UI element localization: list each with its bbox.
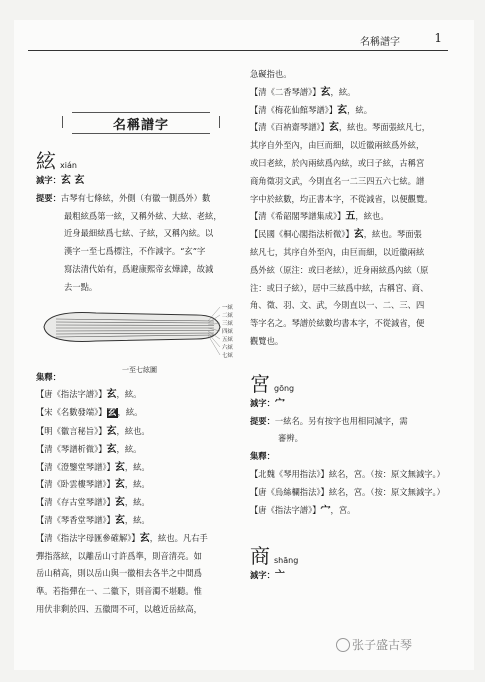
spacer (250, 351, 450, 373)
entry-head-shang (250, 545, 450, 567)
qin-illustration (36, 297, 243, 359)
jianzi-glyph: 玄 (114, 514, 125, 526)
citation-text: ，絃也。琴面張 (363, 229, 422, 240)
citation-source: 【清《希韶閣琴譜集成》】 (250, 211, 346, 222)
tiyao-text: 最粗絃爲第一絃，又稱外絃、大絃、老絃， (64, 210, 222, 221)
string-label: 一絃 (222, 304, 234, 311)
spacer (250, 519, 450, 545)
citation-text: 或曰老絃，於內兩絃爲內絃，或曰子絃，古稱宮 (250, 157, 425, 168)
citation-row (36, 476, 243, 494)
citation-row (250, 208, 450, 226)
string-label: 七絃 (222, 352, 234, 359)
citation-row (36, 423, 243, 441)
section-title: 名稱譜字 (112, 118, 169, 133)
jianzi-glyph: 玄 (337, 104, 348, 116)
citation-row (36, 512, 243, 530)
jianzi-glyph: 玄 (328, 122, 339, 134)
citation-text: 其序自外至內，由巨而細，以近徽兩絃爲外絃， (250, 140, 425, 151)
citation-text: 絃名，宮。（按：原文無減字。） (328, 468, 445, 479)
jianzi-glyph: 玄 (114, 479, 125, 491)
citation-row (36, 494, 243, 512)
citation-text: ，絃。 (116, 443, 142, 454)
tiyao-line (250, 413, 450, 431)
string-label: 六絃 (222, 344, 234, 351)
jianzi-glyphs: 玄 玄 (60, 175, 85, 186)
citation-text: 字中於絃數，均正書本字，不從減省，以便觀覽。 (250, 193, 433, 204)
entry-char: 絃 (36, 149, 56, 173)
tiyao-text: 去一點。 (64, 281, 98, 292)
citation-text: ，絃。 (347, 104, 373, 115)
entry-head-gong (250, 373, 450, 395)
jianzi-glyph: 玄 (114, 461, 125, 473)
citation-row (250, 84, 450, 102)
citation-text: ，絃。 (117, 407, 143, 418)
tiyao-label: 提要： (250, 415, 275, 426)
citation-text: ，絃也。 (116, 425, 150, 436)
citation-row (36, 530, 243, 548)
entry-char: 商 (250, 544, 270, 569)
jianzi-glyph: 玄 (106, 425, 117, 437)
citation-source: 【宋《名數發端》】 (36, 407, 107, 418)
citation-text: ，絃。 (124, 514, 150, 525)
citation-row (36, 386, 243, 404)
section-banner (72, 112, 210, 134)
citation-text: ，宮。 (330, 504, 356, 515)
citation-text: ，絃也。琴面張絃凡七， (338, 122, 431, 133)
jianzi-glyph: 玄 (106, 389, 117, 401)
jianzi-glyph: 玄 (114, 497, 125, 509)
citation-source: 【清《卧雲樓琴譜》】 (36, 479, 115, 490)
string-label: 五絃 (222, 336, 234, 343)
header-title: 名稱譜字 (360, 37, 400, 48)
citation-text: 觀覽也。 (250, 335, 284, 346)
citation-row (250, 502, 450, 520)
jianzi-label: 減字： (36, 175, 61, 185)
citation-source: 【唐《指法字譜》】 (250, 504, 321, 515)
jiji-label: 集釋： (36, 371, 61, 382)
string-label: 四絃 (222, 328, 234, 335)
left-column (36, 150, 243, 619)
citation-source: 【唐《烏絲欄指法》】 (250, 486, 329, 497)
citation-text: ，絃。 (124, 479, 150, 490)
jianzi-glyph: 玄 (107, 408, 117, 419)
citation-text: 等字名之。琴譜於絃數均書本字，不從減省，便 (250, 318, 425, 329)
jianzi-glyph: 五 (345, 211, 356, 223)
qin-strings-diagram (36, 297, 243, 375)
citation-text: 爲外絃（原注：或曰老絃），近身兩絃爲內絃（原 (250, 264, 429, 275)
jianzi-line (36, 172, 243, 190)
tiyao-text: 審辨。 (278, 433, 303, 444)
citation-text: 準。若指彈在一、二徽下，則音濁不堪聽。惟 (36, 586, 202, 597)
jianzi-glyph: 玄 (320, 86, 331, 98)
citation-row (250, 119, 450, 137)
tiyao-text: 一絃名。另有按字也用相同減字，需 (274, 415, 408, 426)
citation-row (250, 226, 450, 244)
wechat-icon (336, 638, 350, 652)
jianzi-glyph: 亠 (274, 570, 285, 582)
citation-source: 【清《梅花仙館琴譜》】 (250, 104, 338, 115)
jianzi-line (250, 395, 450, 413)
citation-text: ，絃。 (330, 86, 356, 97)
running-header (28, 28, 448, 50)
header-rule (28, 50, 448, 51)
citation-text: 絃名，宮。（按：原文無減字。） (328, 486, 445, 497)
citation-row (250, 466, 450, 484)
tiyao-text: 漢字一至七爲標注，不作減字。“玄”字 (64, 246, 206, 257)
citation-row (36, 441, 243, 459)
citation-row (36, 404, 243, 423)
citation-text: 絃凡七，其序自外至內，由巨而細，以近徽兩絃 (250, 246, 425, 257)
citation-text: 岳山稍高，則以岳山與一徽相去各半之中間爲 (36, 568, 202, 579)
jianzi-line (250, 567, 450, 585)
citation-source: 【清《百衲齋琴譜》】 (250, 122, 329, 133)
watermark: 张子盛古琴 (352, 638, 413, 652)
jianzi-glyph: 玄 (353, 229, 364, 241)
citation-source: 【清《存古堂琴譜》】 (36, 497, 115, 508)
jianzi-glyph: 玄 (139, 532, 150, 544)
citation-source: 【清《澄鑒堂琴譜》】 (36, 461, 115, 472)
tiyao-text: 寫法清代始有，爲避康熙帝玄燁諱，故減 (64, 263, 214, 274)
tiyao-text: 近身最細絃爲七絃、子絃，又稱內絃。以 (64, 228, 214, 239)
jianzi-glyph: 宀 (274, 397, 285, 409)
citation-row (250, 102, 450, 120)
citation-source: 【清《琴譜析微》】 (36, 443, 107, 454)
jianzi-glyph: 宀 (320, 504, 331, 516)
citation-row (36, 459, 243, 477)
jianzi-label: 減字： (250, 397, 275, 408)
jianzi-glyph: 玄 (106, 443, 117, 455)
jiji-label: 集釋： (250, 451, 275, 462)
citation-source: 【唐《指法字譜》】 (36, 389, 107, 400)
tiyao-text: 古琴有七條絃，外側（有徽一側爲外）數 (60, 192, 211, 203)
string-label: 三絃 (222, 320, 234, 327)
citation-text: 注：或曰子絃），居中三絃爲中絃，古稱宮、商、 (250, 282, 429, 293)
citation-text: 用伏非剩於四、五徽間不可，以越近岳絃高， (36, 603, 202, 614)
citation-text: ，絃也。凡右手 (149, 532, 208, 543)
citation-row (250, 484, 450, 502)
citation-text: ，絃也。 (355, 211, 389, 222)
citation-text: 角、徵、羽、文、武，今則直以一、二、三、四 (250, 300, 425, 311)
diagram-caption: 一至七絃圖 (122, 366, 157, 375)
tiyao-label: 提要： (36, 192, 61, 203)
entry-head-xian (36, 150, 243, 172)
citation-text: 急礙指也。 (250, 69, 292, 79)
citation-source: 【明《徽言秘旨》】 (36, 425, 107, 436)
citation-text: 商角徵羽文武，今則直名一二三四五六七絃。譜 (250, 175, 425, 186)
entry-pinyin: xián (60, 161, 77, 170)
citation-text: 彈指落絃，以離岳山寸許爲準，則音清亮。如 (36, 550, 202, 561)
right-column (250, 66, 450, 585)
string-label: 二絃 (222, 312, 234, 319)
citation-text: ，絃。 (124, 461, 150, 472)
citation-text: ，絃。 (124, 497, 150, 508)
tiyao-line (36, 190, 243, 208)
citation-source: 【清《指法字母匯參確解》】 (36, 532, 140, 543)
citation-source: 【北魏《琴用指法》】 (250, 468, 329, 479)
citation-text: ，絃。 (116, 389, 142, 400)
entry-pinyin: gōng (274, 383, 295, 393)
citation-source: 【民國《桐心閣指法析微》】 (250, 229, 354, 240)
citation-source: 【清《二香琴譜》】 (250, 86, 321, 97)
entry-char: 宮 (250, 371, 270, 396)
page-number: 1 (434, 31, 442, 45)
citation-source: 【清《琴香堂琴譜》】 (36, 514, 115, 525)
entry-pinyin: shāng (274, 556, 299, 566)
jianzi-label: 減字： (250, 570, 275, 581)
